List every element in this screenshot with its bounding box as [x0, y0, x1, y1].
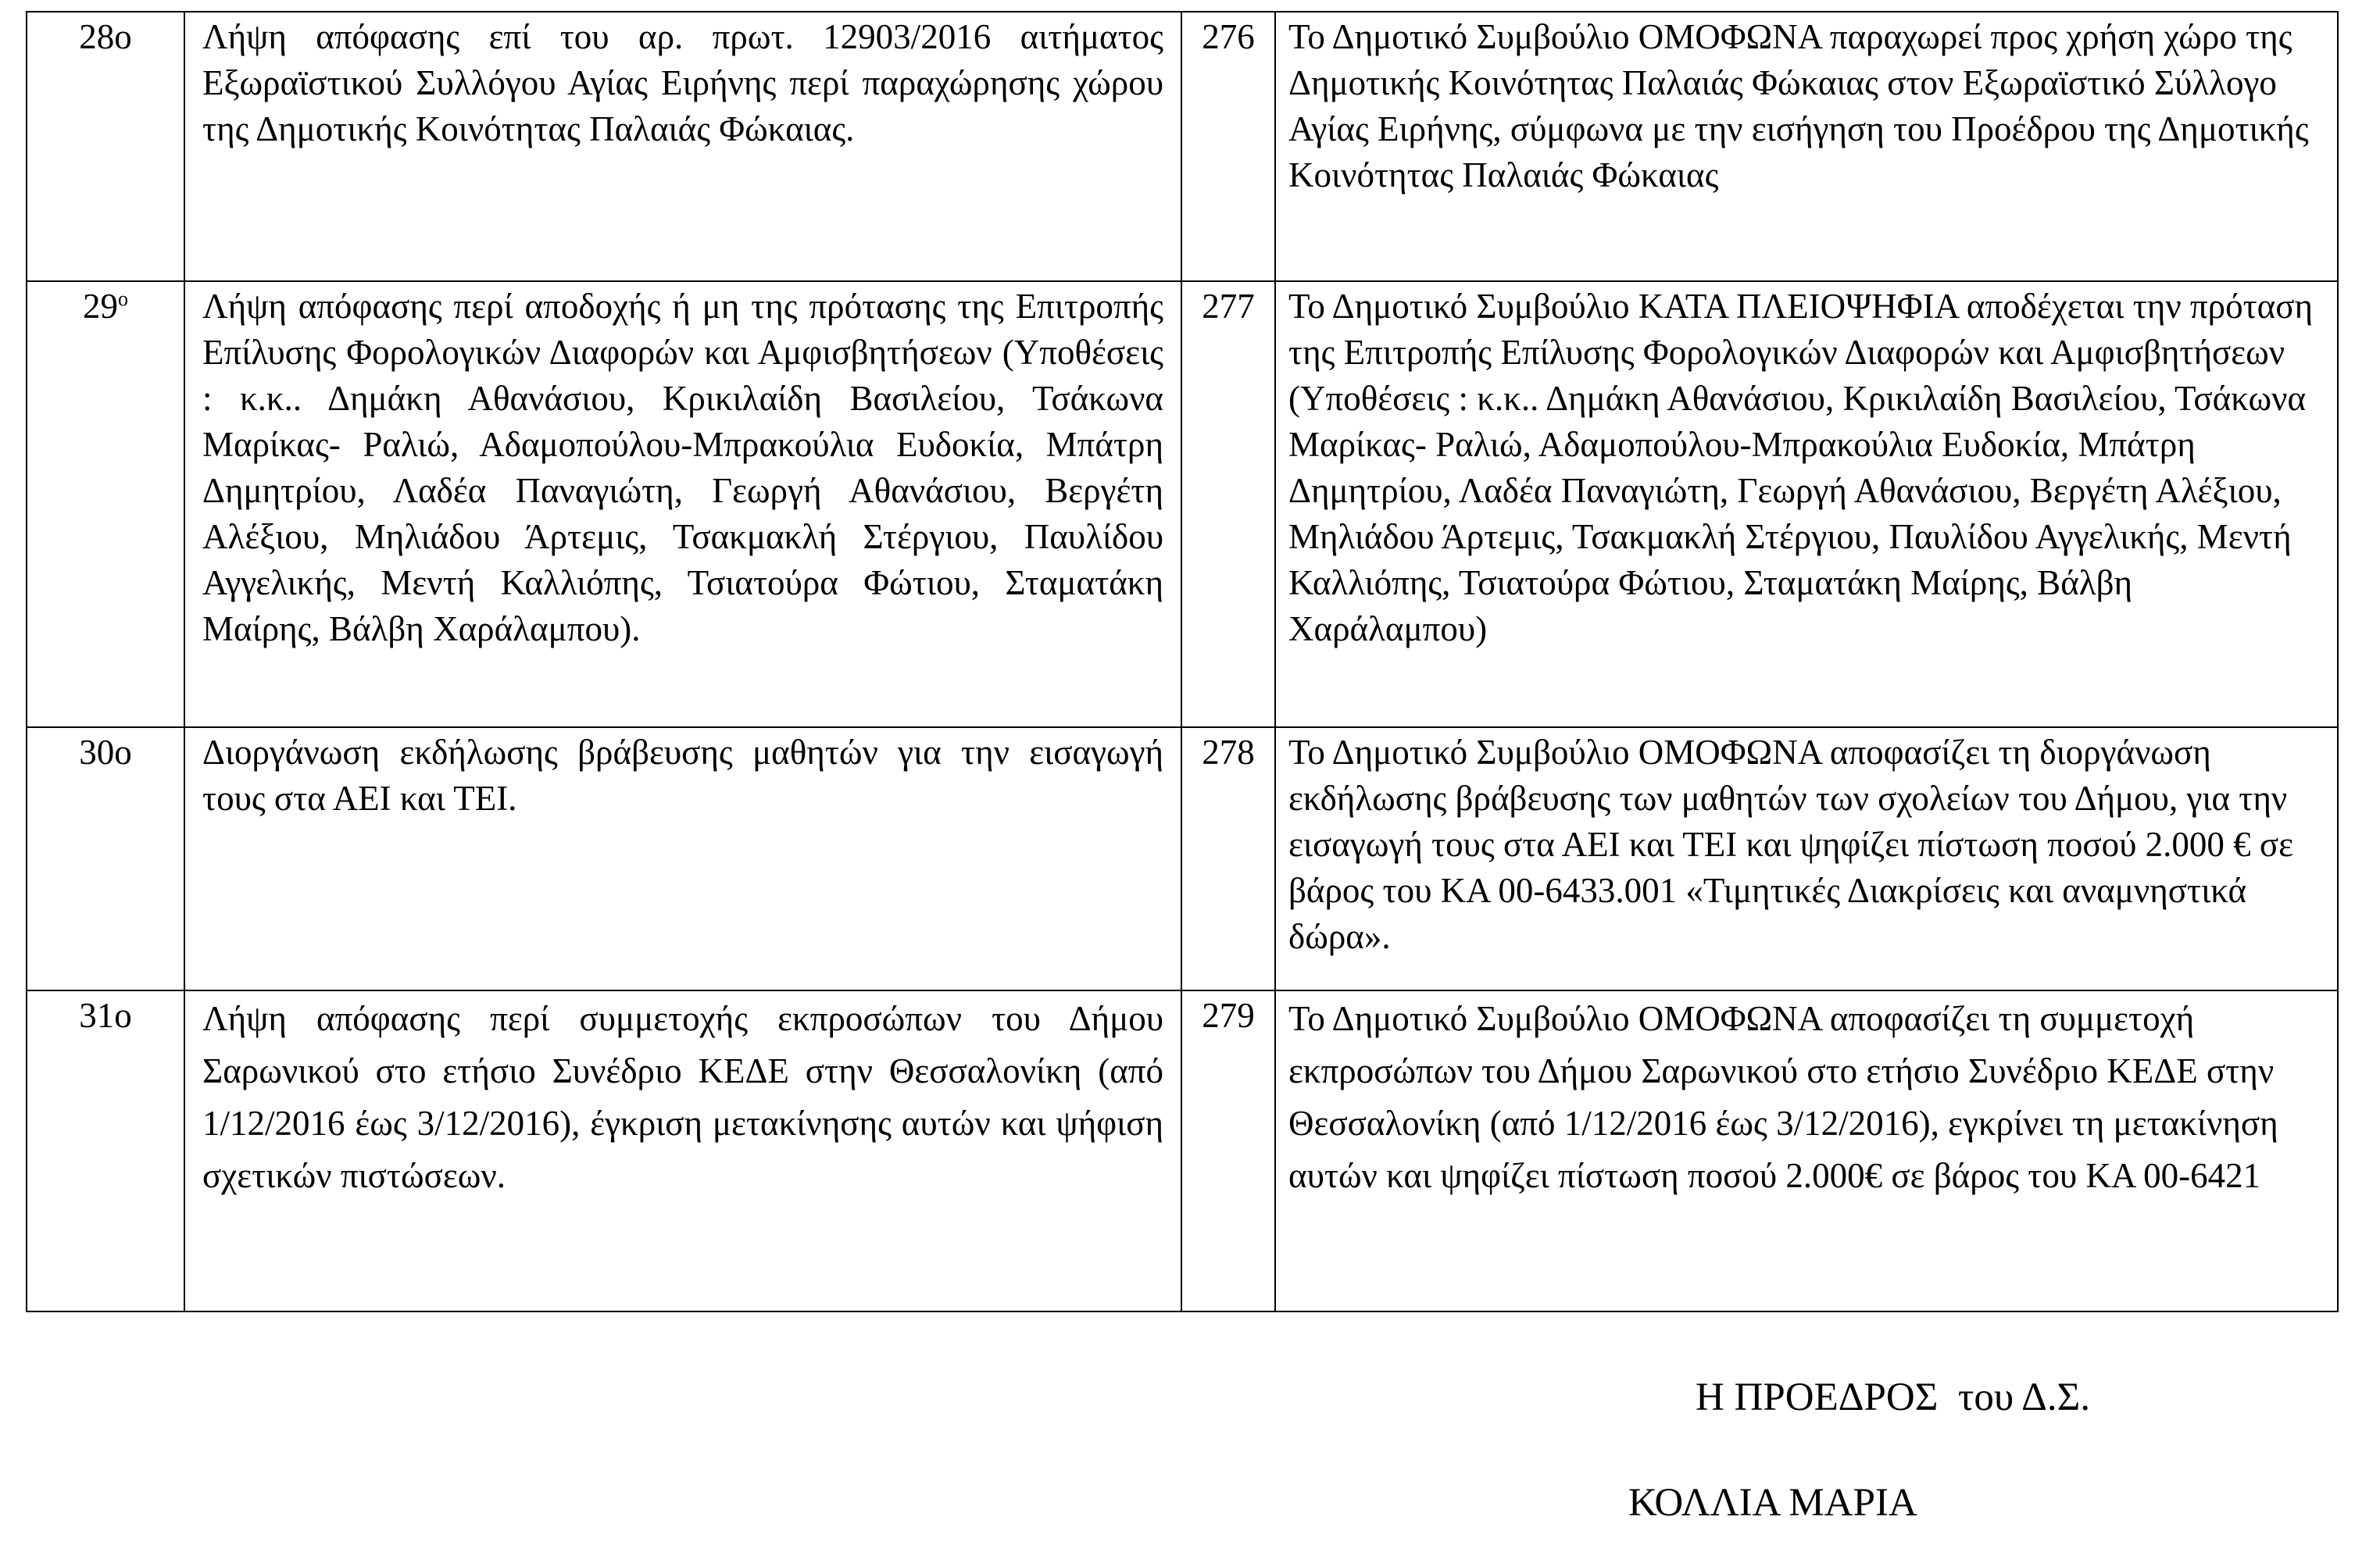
decision-number: 279 [1181, 990, 1275, 1311]
item-number-cell [27, 727, 184, 990]
minutes-table [26, 11, 2339, 1312]
item-number-cell [27, 12, 184, 281]
item-subject: Λήψη απόφασης περί συμμετοχής εκπροσώπων του Δήμου Σαρωνικού στο ετήσιο Συνέδριο ΚΕΔΕ στην Θεσσαλονίκη (από 1/12/2016 έως 3/12/2016), έγκριση μετακίνησης αυτών και ψήφιση σχετικών πιστώσεων. [184, 990, 1181, 1311]
item-number-cell [27, 281, 184, 727]
decision-number: 278 [1181, 727, 1275, 990]
signature-name: ΚΟΛΛΙΑ ΜΑΡΙΑ [1628, 1481, 1917, 1525]
item-number-cell [27, 990, 184, 1311]
decision-number: 277 [1181, 281, 1275, 727]
item-subject: Διοργάνωση εκδήλωσης βράβευσης μαθητών για την εισαγωγή τους στα ΑΕΙ και ΤΕΙ. [184, 727, 1181, 990]
item-subject: Λήψη απόφασης περί αποδοχής ή μη της πρότασης της Επιτροπής Επίλυσης Φορολογικών Διαφορών και Αμφισβητήσεων (Υποθέσεις : κ.κ.. Δημάκη Αθανάσιου, Κρικιλαίδη Βασιλείου, Τσάκωνα Μαρίκας- Ραλιώ, Αδαμοπούλου-Μπρακούλια Ευδοκία, Μπάτρη Δημητρίου, Λαδέα Παναγιώτη, Γεωργή Αθανάσιου, Βεργέτη Αλέξιου, Μηλιάδου Άρτεμις, Τσακμακλή Στέργιου, Παυλίδου Αγγελικής, Μεντή Καλλιόπης, Τσιατούρα Φώτιου, Σταματάκη Μαίρης, Βάλβη Χαράλαμπου). [184, 281, 1181, 727]
signature-title: Η ΠΡΟΕΔΡΟΣ του Δ.Σ. [1696, 1376, 2091, 1419]
item-number: 31ο [79, 996, 132, 1035]
table-row [27, 12, 2338, 281]
item-number: 28ο [79, 17, 132, 56]
decision-text: Το Δημοτικό Συμβούλιο ΟΜΟΦΩΝΑ παραχωρεί προς χρήση χώρο της Δημοτικής Κοινότητας Παλαιάς Φώκαιας στον Εξωραϊστικό Σύλλογο Αγίας Ειρήνης, σύμφωνα με την εισήγηση του Προέδρου της Δημοτικής Κοινότητας Παλαιάς Φώκαιας [1275, 12, 2338, 281]
item-number: 30ο [79, 733, 132, 772]
item-subject: Λήψη απόφασης επί του αρ. πρωτ. 12903/2016 αιτήματος Εξωραϊστικού Συλλόγου Αγίας Ειρήνης περί παραχώρησης χώρου της Δημοτικής Κοινότητας Παλαιάς Φώκαιας. [184, 12, 1181, 281]
table-row [27, 990, 2338, 1311]
table-row [27, 281, 2338, 727]
decision-text: Το Δημοτικό Συμβούλιο ΟΜΟΦΩΝΑ αποφασίζει τη διοργάνωση εκδήλωσης βράβευσης των μαθητών των σχολείων του Δήμου, για την εισαγωγή τους στα ΑΕΙ και ΤΕΙ και ψηφίζει πίστωση ποσού 2.000 € σε βάρος του ΚΑ 00-6433.001 «Τιμητικές Διακρίσεις και αναμνηστικά δώρα». [1275, 727, 2338, 990]
decision-text: Το Δημοτικό Συμβούλιο ΚΑΤΑ ΠΛΕΙΟΨΗΦΙΑ αποδέχεται την πρόταση της Επιτροπής Επίλυσης Φορολογικών Διαφορών και Αμφισβητήσεων (Υποθέσεις : κ.κ.. Δημάκη Αθανάσιου, Κρικιλαίδη Βασιλείου, Τσάκωνα Μαρίκας- Ραλιώ, Αδαμοπούλου-Μπρακούλια Ευδοκία, Μπάτρη Δημητρίου, Λαδέα Παναγιώτη, Γεωργή Αθανάσιου, Βεργέτη Αλέξιου, Μηλιάδου Άρτεμις, Τσακμακλή Στέργιου, Παυλίδου Αγγελικής, Μεντή Καλλιόπης, Τσιατούρα Φώτιου, Σταματάκη Μαίρης, Βάλβη Χαράλαμπου) [1275, 281, 2338, 727]
table-row [27, 727, 2338, 990]
decision-text: Το Δημοτικό Συμβούλιο ΟΜΟΦΩΝΑ αποφασίζει τη συμμετοχή εκπροσώπων του Δήμου Σαρωνικού στο ετήσιο Συνέδριο ΚΕΔΕ στην Θεσσαλονίκη (από 1/12/2016 έως 3/12/2016), εγκρίνει τη μετακίνηση αυτών και ψηφίζει πίστωση ποσού 2.000€ σε βάρος του ΚΑ 00-6421 [1275, 990, 2338, 1311]
item-number-superscript: ο [118, 287, 128, 310]
decision-number: 276 [1181, 12, 1275, 281]
item-number: 29 [83, 287, 118, 326]
